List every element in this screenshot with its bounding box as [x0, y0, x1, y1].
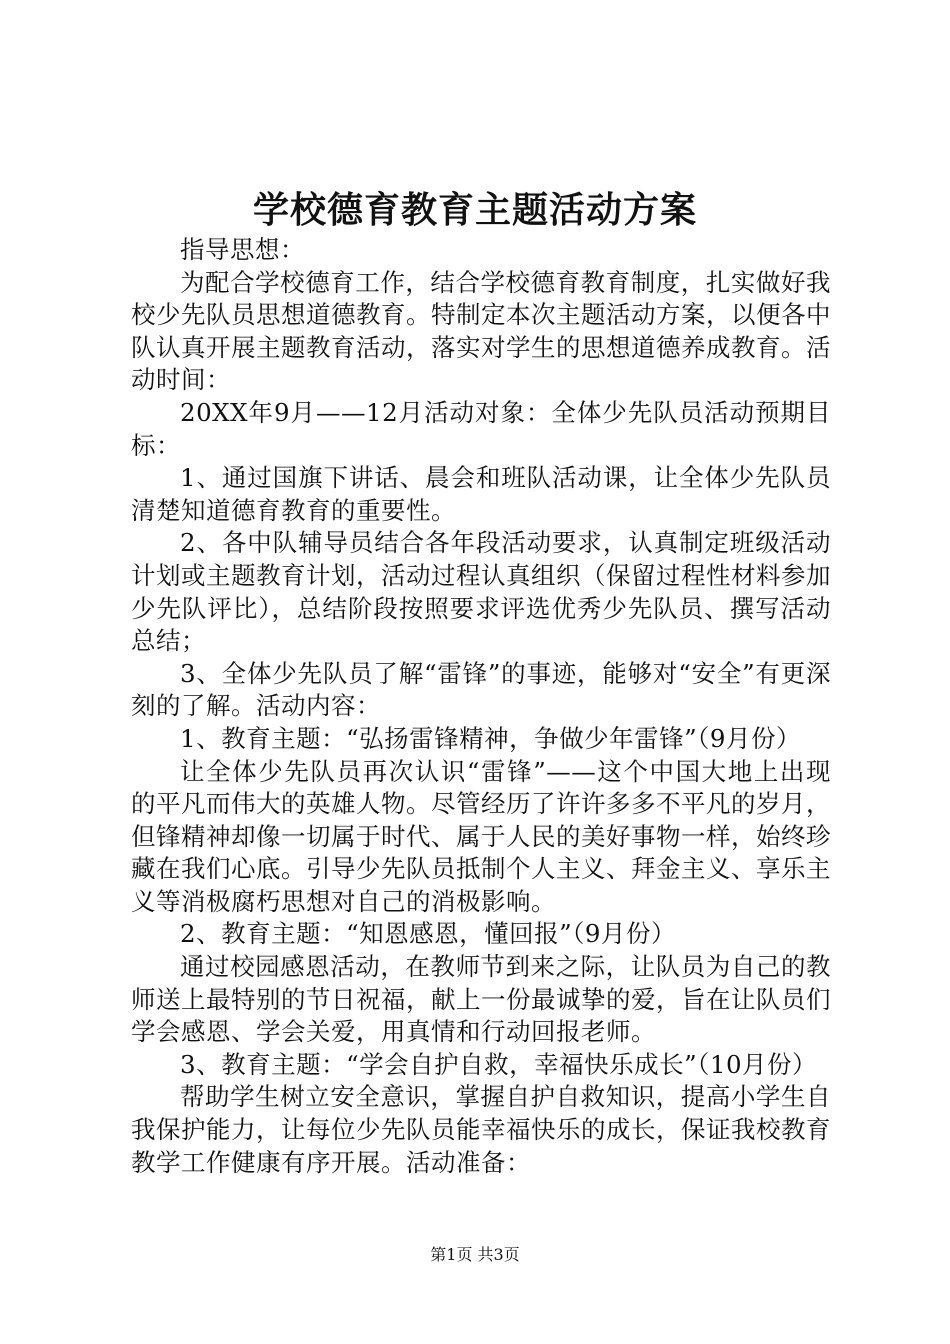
paragraph: 让全体少先队员再次认识“雷锋”——这个中国大地上出现的平凡而伟大的英雄人物。尽管经历了许许多多不平凡的岁月，但锋精神却像一切属于时代、属于人民的美好事物一样，始终珍藏在我们心底。引导少先队员抵制个人主义、拜金主义、享乐主义等消极腐朽思想对自己的消极影响。: [131, 756, 831, 916]
paragraph: 3、全体少先队员了解“雷锋”的事迹，能够对“安全”有更深刻的了解。活动内容：: [131, 658, 831, 721]
paragraph: 1、教育主题：“弘扬雷锋精神，争做少年雷锋”（9月份）: [180, 723, 801, 753]
document-title: 学校德育教育主题活动方案: [252, 189, 697, 231]
paragraph: 为配合学校德育工作，结合学校德育教育制度，扎实做好我校少先队员思想道德教育。特制定本次主题活动方案，以便各中队认真开展主题教育活动，落实对学生的思想道德养成教育。活动时间：: [131, 267, 831, 395]
page-number-footer: 第1页 共3页: [430, 1245, 520, 1264]
paragraph: 指导思想：: [180, 235, 305, 264]
paragraph: 2、教育主题：“知恩感恩，懂回报”（9月份）: [180, 919, 676, 949]
paragraph: 帮助学生树立安全意识，掌握自护自救知识，提高小学生自我保护能力，让每位少先队员能幸福快乐的成长，保证我校教育教学工作健康有序开展。活动准备：: [131, 1082, 831, 1177]
paragraph: 20XX年9月——12月活动对象：全体少先队员活动预期目标：: [131, 397, 831, 460]
paragraph: 通过校园感恩活动，在教师节到来之际，让队员为自己的教师送上最特别的节日祝福，献上一份最诚挚的爱，旨在让队员们学会感恩、学会关爱，用真情和行动回报老师。: [131, 952, 831, 1047]
paragraph: 2、各中队辅导员结合各年段活动要求，认真制定班级活动计划或主题教育计划，活动过程认真组织（保留过程性材料参加少先队评比），总结阶段按照要求评选优秀少先队员、撰写活动总结；: [131, 528, 831, 656]
paragraph: 1、通过国旗下讲话、晨会和班队活动课，让全体少先队员清楚知道德育教育的重要性。: [131, 463, 831, 525]
document-body: [131, 234, 831, 1179]
paragraph: 3、教育主题：“学会自护自救，幸福快乐成长”（10月份）: [180, 1049, 818, 1079]
